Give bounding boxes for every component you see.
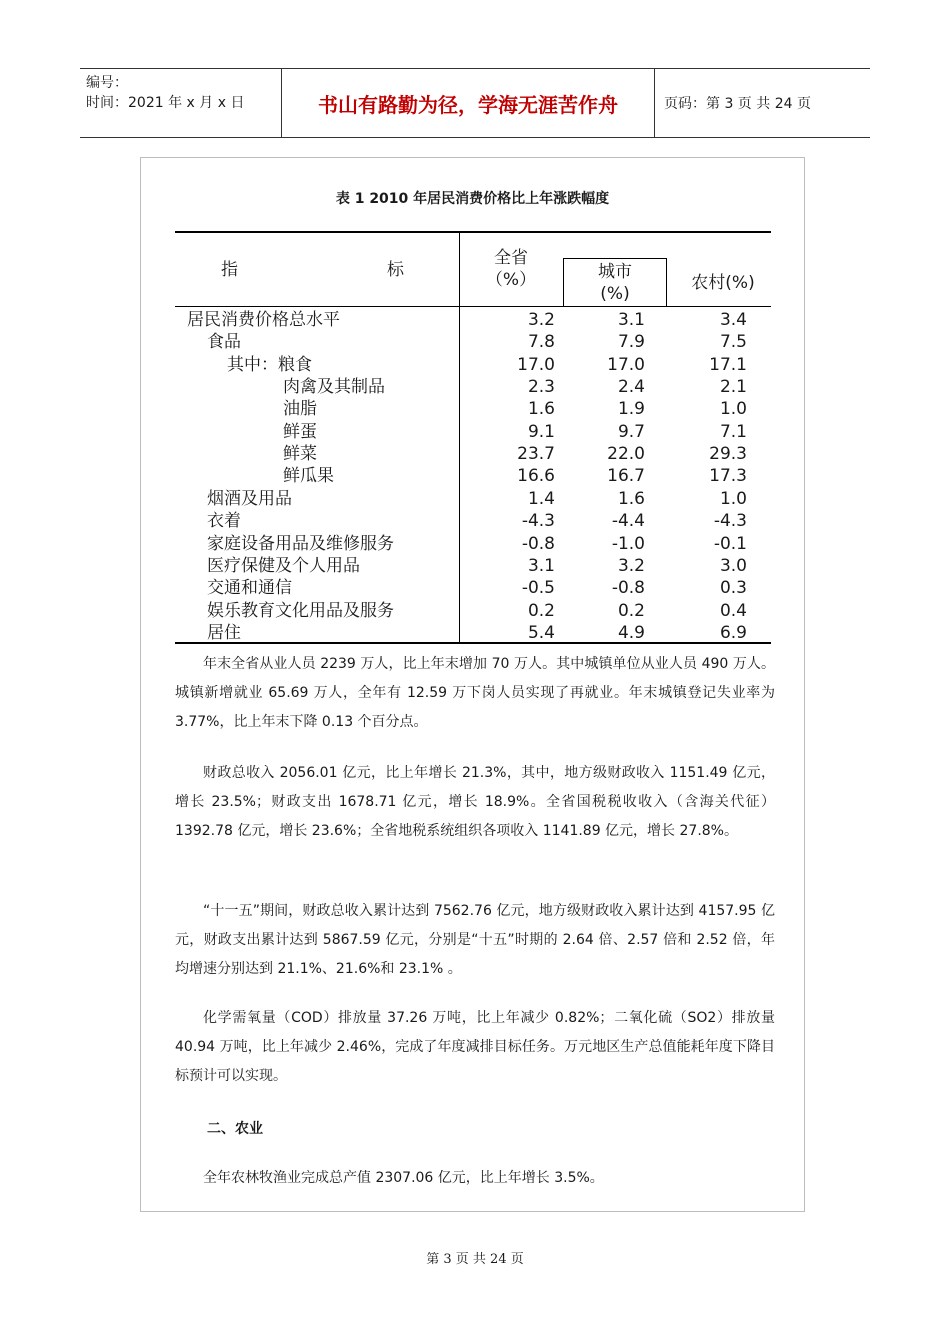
header-province-unit: （%） (485, 270, 537, 290)
row-label: 鲜菜 (283, 444, 317, 465)
table-row (175, 533, 771, 555)
row-value-rural: 7.5 (719, 332, 747, 353)
table-row (175, 443, 771, 465)
row-label: 医疗保健及个人用品 (207, 555, 360, 576)
row-value-province: 16.6 (517, 466, 555, 487)
row-label: 衣着 (207, 511, 241, 532)
row-value-rural: 17.3 (709, 466, 747, 487)
table-header-rule (175, 306, 771, 307)
row-label: 家庭设备用品及维修服务 (207, 533, 394, 554)
header-city-label: 城市 (598, 262, 632, 282)
row-label: 油脂 (283, 399, 317, 420)
header-page-number: 页码：第 3 页 共 24 页 (664, 96, 811, 112)
header-city (575, 261, 655, 305)
row-value-province: 5.4 (527, 622, 555, 643)
row-value-city: 2.4 (617, 377, 645, 398)
row-value-city: 3.1 (617, 310, 645, 330)
row-value-city: 17.0 (607, 354, 645, 375)
row-value-province: 23.7 (517, 444, 555, 465)
row-value-city: -4.4 (611, 511, 645, 532)
table-row (175, 510, 771, 532)
row-label: 居住 (207, 622, 241, 643)
row-label: 烟酒及用品 (207, 488, 292, 509)
row-value-province: 1.4 (527, 488, 555, 509)
row-value-rural: 29.3 (709, 444, 747, 465)
row-value-city: 9.7 (617, 421, 645, 442)
row-value-rural: 1.0 (719, 488, 747, 509)
row-value-city: 1.6 (617, 488, 645, 509)
row-label: 其中：粮食 (227, 354, 312, 375)
page-header (80, 68, 870, 138)
row-value-city: 0.2 (617, 600, 645, 621)
table-row (175, 421, 771, 443)
row-label: 鲜瓜果 (283, 466, 334, 487)
table-row (175, 309, 771, 331)
table-row (175, 600, 771, 622)
header-province (475, 247, 547, 291)
table-row (175, 488, 771, 510)
table-row (175, 555, 771, 577)
row-value-province: -0.5 (521, 578, 555, 599)
row-value-city: 16.7 (607, 466, 645, 487)
row-value-rural: 2.1 (719, 377, 747, 398)
row-value-province: 0.2 (527, 600, 555, 621)
row-value-city: 3.2 (617, 555, 645, 576)
header-indicator-1: 指 (221, 260, 238, 280)
row-label: 鲜蛋 (283, 421, 317, 442)
table-row (175, 465, 771, 487)
row-value-province: -4.3 (521, 511, 555, 532)
row-value-rural: 1.0 (719, 399, 747, 420)
header-indicator-2: 标 (387, 260, 404, 280)
header-province-label: 全省 (494, 248, 528, 268)
row-value-rural: 0.3 (719, 578, 747, 599)
page-footer: 第 3 页 共 24 页 (426, 1252, 524, 1267)
header-rural: 农村(%) (691, 273, 755, 293)
table-row (175, 398, 771, 420)
row-value-province: 3.2 (527, 310, 555, 330)
table-row (175, 577, 771, 599)
header-meta (80, 69, 280, 137)
row-value-city: -0.8 (611, 578, 645, 599)
table-row (175, 376, 771, 398)
section-heading-agriculture: 二、农业 (207, 1121, 263, 1137)
table-top-rule (175, 231, 771, 233)
row-label: 肉禽及其制品 (283, 377, 385, 398)
row-value-province: 17.0 (517, 354, 555, 375)
content-frame (140, 157, 805, 1212)
document-number-label: 编号： (86, 75, 128, 91)
row-value-rural: -4.3 (713, 511, 747, 532)
document-date-label: 时间：2021 年 x 月 x 日 (86, 95, 245, 111)
row-value-rural: 7.1 (719, 421, 747, 442)
row-value-city: 22.0 (607, 444, 645, 465)
paragraph-agriculture: 全年农林牧渔业完成总产值 2307.06 亿元，比上年增长 3.5%。 (203, 1170, 604, 1186)
header-city-unit: (%) (600, 284, 630, 304)
row-value-rural: 0.4 (719, 600, 747, 621)
row-value-city: 1.9 (617, 399, 645, 420)
table-row (175, 331, 771, 353)
row-label: 食品 (207, 332, 241, 353)
row-value-province: 2.3 (527, 377, 555, 398)
row-label: 居民消费价格总水平 (187, 310, 340, 330)
header-motto: 书山有路勤为径，学海无涯苦作舟 (281, 69, 655, 137)
table-title: 表 1 2010 年居民消费价格比上年涨跌幅度 (335, 191, 610, 207)
row-value-province: 7.8 (527, 332, 555, 353)
row-label: 交通和通信 (207, 578, 292, 599)
row-label: 娱乐教育文化用品及服务 (207, 600, 394, 621)
row-value-province: 9.1 (527, 421, 555, 442)
paragraph-emission: 化学需氧量（COD）排放量 37.26 万吨，比上年减少 0.82%；二氧化硫（SO2）排放量 40.94 万吨，比上年减少 2.46%，完成了年度减排目标任务。万元地区生产总值能耗年度下降目标预计可以实现。 (175, 1010, 775, 1084)
row-value-rural: -0.1 (713, 533, 747, 554)
row-value-city: -1.0 (611, 533, 645, 554)
row-value-rural: 3.0 (719, 555, 747, 576)
row-value-rural: 6.9 (719, 622, 747, 643)
paragraph-finance: 财政总收入 2056.01 亿元，比上年增长 21.3%，其中，地方级财政收入 1151.49 亿元，增长 23.5%；财政支出 1678.71 亿元，增长 18.9%。全省国税税收收入（含海关代征）1392.78 亿元，增长 23.6%；全省地税系统组织各项收入 1141.89 亿元，增长 27.8%。 (175, 765, 775, 839)
paragraph-five-year: “十一五”期间，财政总收入累计达到 7562.76 亿元，地方级财政收入累计达到 4157.95 亿元，财政支出累计达到 5867.59 亿元，分别是“十五”时期的 2.64 倍、2.57 倍和 2.52 倍，年均增速分别达到 21.1%、21.6%和 23.1% 。 (175, 903, 775, 977)
row-value-city: 7.9 (617, 332, 645, 353)
table-row (175, 622, 771, 644)
row-value-city: 4.9 (617, 622, 645, 643)
table-row (175, 354, 771, 376)
row-value-rural: 3.4 (719, 310, 747, 330)
row-value-province: -0.8 (521, 533, 555, 554)
row-value-rural: 17.1 (709, 354, 747, 375)
row-value-province: 1.6 (527, 399, 555, 420)
paragraph-employment: 年末全省从业人员 2239 万人，比上年末增加 70 万人。其中城镇单位从业人员 490 万人。城镇新增就业 65.69 万人，全年有 12.59 万下岗人员实现了再就业。年末城镇登记失业率为 3.77%，比上年末下降 0.13 个百分点。 (175, 656, 775, 730)
row-value-province: 3.1 (527, 555, 555, 576)
